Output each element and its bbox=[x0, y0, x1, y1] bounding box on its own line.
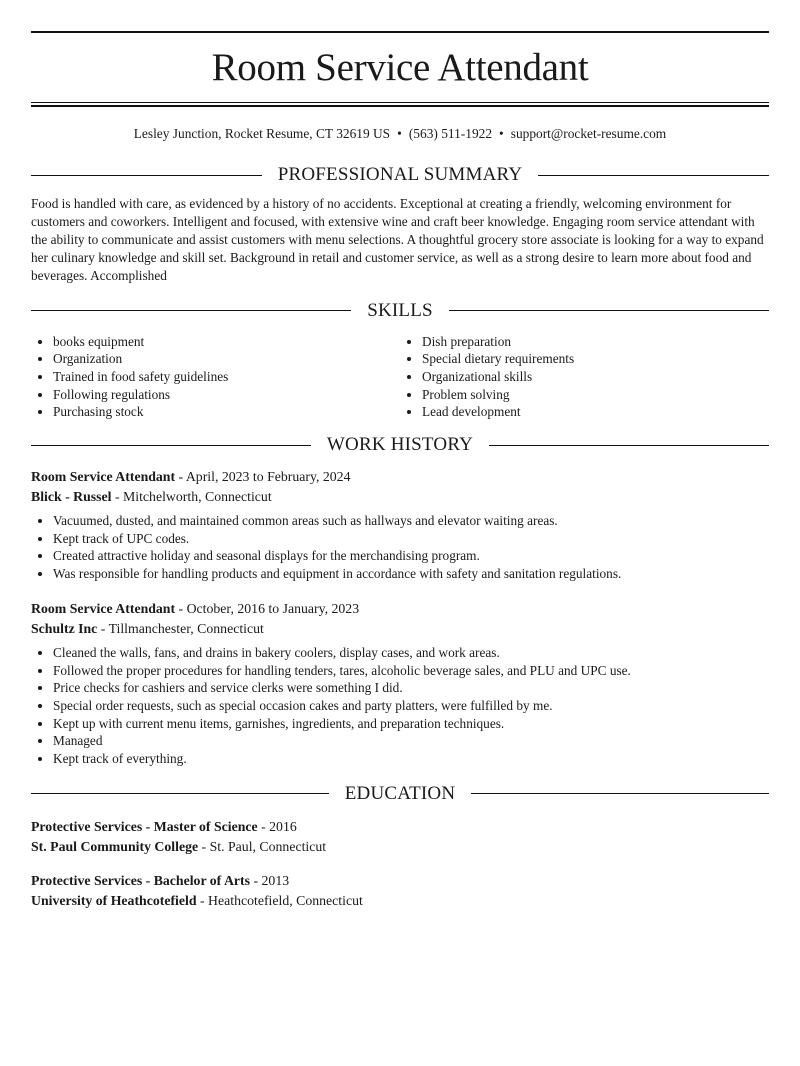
skill-item: • Organizational skills bbox=[422, 368, 769, 386]
section-header-summary bbox=[31, 163, 769, 187]
job-entry bbox=[31, 599, 769, 768]
address: Lesley Junction, Rocket Resume, CT 32619 US bbox=[133, 126, 391, 141]
job-bullet: • Kept track of UPC codes. bbox=[53, 530, 769, 548]
divider bbox=[31, 793, 329, 794]
summary-text: Food is handled with care, as evidenced by a history of no accidents. Exceptional at creating a friendly, welcoming environment for customers and coworkers. Intelligent and focused, with extensive wine and craft beer knowledge. Engaging room service attendant with the ability to communicate and assist customers with menu selections. A thoughtful grocery store associate is looking for a way to expand her culinary knowledge and skill set. Background in retail and customer service, as well as a strong desire to learn more about food and beverages. Accomplished bbox=[31, 196, 764, 283]
job-dates: April, 2023 to February, 2024 bbox=[185, 469, 351, 485]
section-title: PROFESSIONAL SUMMARY bbox=[277, 164, 523, 185]
job-bullets bbox=[31, 512, 769, 583]
job-bullet: • Cleaned the walls, fans, and drains in bakery coolers, display cases, and work areas. bbox=[53, 644, 769, 662]
job-bullet: • Was responsible for handling products and equipment in accordance with safety and sanitation regulations. bbox=[53, 565, 769, 583]
job-bullet: • Followed the proper procedures for handling tenders, tares, alcoholic beverage sales, and PLU and UPC use. bbox=[53, 662, 769, 680]
job-bullet: • Kept track of everything. bbox=[53, 750, 769, 768]
job-bullet: • Vacuumed, dusted, and maintained common areas such as hallways and elevator waiting areas. bbox=[53, 512, 769, 530]
education-entry bbox=[31, 817, 769, 857]
skills-left-column bbox=[31, 333, 400, 422]
job-bullet: • Special order requests, such as special occasion cakes and party platters, were fulfilled by me. bbox=[53, 697, 769, 715]
degree: Protective Services - Bachelor of Arts bbox=[31, 872, 251, 888]
school-location: Heathcotefield, Connecticut bbox=[208, 892, 363, 908]
separator: • bbox=[499, 126, 504, 141]
section-title: EDUCATION bbox=[344, 782, 456, 804]
company-line: Schultz Inc - Tillmanchester, Connecticut bbox=[31, 620, 264, 636]
job-dates: October, 2016 to January, 2023 bbox=[186, 600, 360, 616]
skills-list bbox=[31, 333, 769, 422]
separator: • bbox=[397, 126, 402, 141]
degree: Protective Services - Master of Science bbox=[31, 818, 258, 834]
education-entry bbox=[31, 871, 769, 911]
divider bbox=[538, 175, 769, 176]
company-line: Blick - Russel - Mitchelworth, Connecticut bbox=[31, 489, 272, 505]
job-bullet: • Created attractive holiday and seasonal displays for the merchandising program. bbox=[53, 547, 769, 565]
degree-line: Protective Services - Master of Science - 2016 bbox=[31, 818, 297, 834]
skill-item: • Special dietary requirements bbox=[422, 350, 769, 368]
degree-line: Protective Services - Bachelor of Arts - 2013 bbox=[31, 872, 290, 888]
company-location: Mitchelworth, Connecticut bbox=[123, 489, 272, 505]
company-name: Blick - Russel bbox=[31, 489, 112, 505]
skill-item: • Trained in food safety guidelines bbox=[53, 368, 400, 386]
job-entry bbox=[31, 467, 769, 583]
divider bbox=[31, 310, 351, 311]
company-name: Schultz Inc bbox=[31, 620, 98, 636]
skill-item: • Purchasing stock bbox=[53, 403, 400, 421]
skill-item: • Organization bbox=[53, 350, 400, 368]
job-bullets bbox=[31, 644, 769, 768]
job-bullet: • Managed bbox=[53, 732, 769, 750]
skill-item: • Following regulations bbox=[53, 386, 400, 404]
section-title: WORK HISTORY bbox=[326, 434, 474, 456]
job-title: Room Service Attendant bbox=[31, 600, 176, 616]
job-title-line: Room Service Attendant - April, 2023 to February, 2024 bbox=[31, 469, 351, 485]
section-header-education bbox=[31, 782, 769, 806]
graduation-year: 2016 bbox=[269, 818, 297, 834]
company-location: Tillmanchester, Connecticut bbox=[108, 620, 264, 636]
school-name: University of Heathcotefield bbox=[31, 892, 197, 908]
school-line: University of Heathcotefield - Heathcotefield, Connecticut bbox=[31, 892, 363, 908]
resume-page bbox=[0, 31, 800, 911]
skills-right-column bbox=[400, 333, 769, 422]
skill-item: • Dish preparation bbox=[422, 333, 769, 351]
divider bbox=[449, 310, 769, 311]
graduation-year: 2013 bbox=[261, 872, 290, 888]
contact-line bbox=[31, 125, 769, 143]
school-location: St. Paul, Connecticut bbox=[209, 838, 327, 854]
job-bullet: • Kept up with current menu items, garnishes, ingredients, and preparation techniques. bbox=[53, 715, 769, 733]
education-list bbox=[31, 817, 769, 911]
job-bullet: • Price checks for cashiers and service clerks were something I did. bbox=[53, 679, 769, 697]
divider bbox=[31, 445, 311, 446]
resume-title: Room Service Attendant bbox=[211, 46, 589, 89]
divider bbox=[31, 175, 262, 176]
skill-item: • Problem solving bbox=[422, 386, 769, 404]
email[interactable]: support@rocket-resume.com bbox=[510, 126, 667, 141]
school-name: St. Paul Community College bbox=[31, 838, 199, 854]
school-line: St. Paul Community College - St. Paul, Connecticut bbox=[31, 838, 327, 854]
section-header-skills bbox=[31, 299, 769, 323]
skill-item: • books equipment bbox=[53, 333, 400, 351]
job-title-line: Room Service Attendant - October, 2016 to January, 2023 bbox=[31, 600, 360, 616]
section-title: SKILLS bbox=[367, 299, 433, 321]
skill-item: • Lead development bbox=[422, 403, 769, 421]
section-header-work bbox=[31, 433, 769, 457]
divider bbox=[471, 793, 769, 794]
job-title: Room Service Attendant bbox=[31, 469, 176, 485]
work-history bbox=[31, 467, 769, 768]
divider bbox=[489, 445, 769, 446]
phone: (563) 511-1922 bbox=[408, 126, 493, 141]
